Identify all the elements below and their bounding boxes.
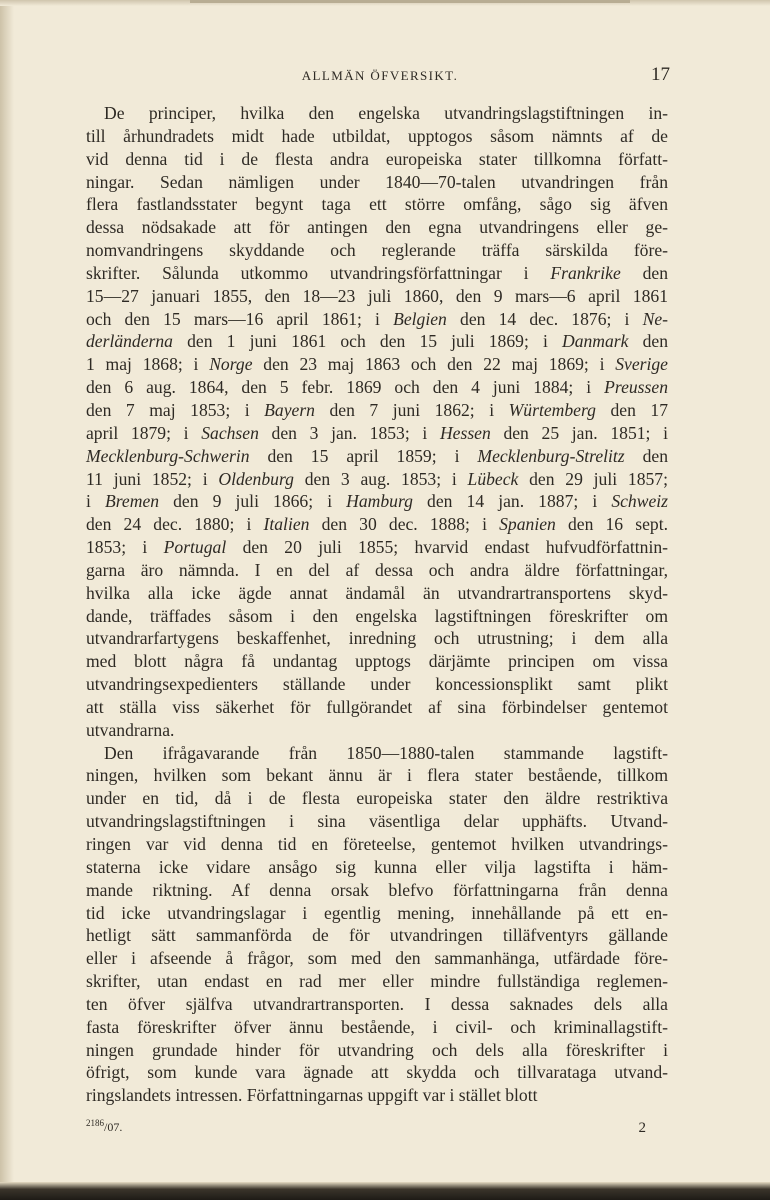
page-bottom-edge [0,1182,770,1200]
text-run: 11 juni 1852; i [86,468,219,489]
text-run: den 14 jan. 1887; i [412,491,612,512]
text-run: den 6 aug. 1864, den 5 febr. 1869 och den 4 juni 1884; i [86,377,605,398]
text-run: den [620,262,669,283]
text-line [86,856,668,879]
text-run: den 17 [595,399,668,420]
italic-place-name: Frankrike [550,262,621,283]
signature-suffix: /07. [104,1120,123,1134]
text-run: utvandrarfartygens beskaffenhet, inredning och utrustning; i dem alla [86,628,668,649]
text-run: 1853; i [86,537,164,558]
italic-place-name: Spanien [499,514,556,535]
text-run: den 25 jan. 1851; i [490,422,668,443]
text-run: den 7 juni 1862; i [314,399,509,420]
italic-place-name: Preussen [604,377,668,398]
text-line [86,559,668,582]
text-run: fasta föreskrifter öfver ännu bestående, i civil- och kriminallagstift- [86,1016,668,1037]
text-line [86,1084,668,1107]
text-line [86,879,668,902]
text-run: den [624,445,668,466]
italic-place-name: Mecklenburg-Schwerin [86,445,250,466]
italic-place-name: Sverige [615,354,668,375]
text-run: skrifter, utan endast en rad mer eller mindre fullständiga reglemen- [86,971,668,992]
text-run: ningen, hvilken som bekant ännu är i flera stater bestående, tillkom [86,765,668,786]
text-line [86,148,668,171]
text-run: under en tid, då i de flesta europeiska stater den äldre restriktiva [86,788,668,809]
text-run: ringslandets intressen. Författningarnas uppgift var i stället blott [86,1085,538,1106]
italic-place-name: Danmark [561,331,629,352]
text-run: den 20 juli 1855; hvarvid endast hufvudförfattnin- [226,537,668,558]
text-line [86,787,668,810]
text-run: den [628,331,668,352]
text-line [86,993,668,1016]
italic-place-name: Ne- [642,308,668,329]
text-run: den 3 aug. 1853; i [293,468,468,489]
top-rule [190,0,630,3]
text-line [86,353,668,376]
text-line [86,125,668,148]
text-run: hetligt sätt sammanförda de för utvandringen tilläfventyrs gällande [86,925,668,946]
text-line [86,696,668,719]
text-line [86,216,668,239]
text-line [86,285,668,308]
text-run: ningar. Sedan nämligen under 1840—70-talen utvandringen från [86,171,668,192]
italic-place-name: Sachsen [201,422,259,443]
text-line [86,171,668,194]
text-run: 15—27 januari 1855, den 18—23 juli 1860, den 9 mars—6 april 1861 [86,285,668,306]
italic-place-name: Hamburg [346,491,413,512]
italic-place-name: Lübeck [467,468,519,489]
text-run: att ställa viss säkerhet för fullgörandet af sina förbindelser gentemot [86,696,668,717]
signature-number: 2186 [86,1118,104,1128]
text-run: utvandringslagstiftningen i sina väsentliga delar upphäfts. Utvand- [86,811,668,832]
paragraph-1 [86,102,668,742]
sheet-number: 2 [638,1120,646,1136]
text-run: skrifter. Sålunda utkommo utvandringsförfattningar i [86,262,551,283]
text-run: tid icke utvandringslagar i egentlig mening, innehållande på ett en- [86,902,668,923]
text-run: De principer, hvilka den engelska utvandringslagstiftningen in- [104,103,668,123]
text-line [86,650,668,673]
text-line [86,582,668,605]
text-run: ten öfver själfva utvandrartransporten. I dessa saknades dels alla [86,993,668,1014]
text-run: i [86,491,105,512]
text-line [86,376,668,399]
text-line [86,742,668,765]
italic-place-name: Schweiz [611,491,669,512]
text-line [86,1039,668,1062]
text-line [86,673,668,696]
text-run: dessa nödsakade att för antingen den egna utvandringens eller ge- [86,217,668,238]
page-number: 17 [651,64,670,85]
italic-place-name: Italien [263,514,310,535]
text-line [86,262,668,285]
text-line [86,970,668,993]
text-line [86,810,668,833]
text-line [86,902,668,925]
text-line [86,833,668,856]
text-line [86,605,668,628]
text-run: april 1879; i [86,422,202,443]
text-run: flera fastlandsstater begynt taga ett större omfång, sågo sig äfven [86,194,668,215]
text-run: den 29 juli 1857; [518,468,668,489]
text-line [86,947,668,970]
text-run: nomvandringens skyddande och reglerande träffa särskilda före- [86,240,668,261]
paragraph-2 [86,742,668,1108]
text-run: den 1 juni 1861 och den 15 juli 1869; i [172,331,562,352]
text-line [86,468,668,491]
italic-place-name: Portugal [163,537,227,558]
text-run: utvandrarna. [86,719,175,740]
text-line [86,399,668,422]
italic-place-name: Belgien [393,308,447,329]
text-run: ringen var vid denna tid en företeelse, gentemot hvilken utvandrings- [86,834,668,854]
text-run: den 9 juli 1866; i [159,491,347,512]
italic-place-name: Oldenburg [218,468,294,489]
text-line [86,764,668,787]
text-run: 1 maj 1868; i [86,354,210,375]
running-head-title: ALLMÄN ÖFVERSIKT. [301,68,459,83]
text-line [86,1016,668,1039]
text-line [86,330,668,353]
text-line [86,193,668,216]
italic-place-name: Bayern [264,399,315,420]
text-line [86,422,668,445]
italic-place-name: Würtemberg [508,399,596,420]
text-run: utvandringsexpedienters ställande under koncessionsplikt samt plikt [86,674,668,695]
text-line [86,924,668,947]
text-line [86,536,668,559]
text-run: till århundradets midt hade utbildat, upptogos såsom nämnts af de [86,125,668,146]
text-line [86,308,668,331]
text-run: eller i afseende å frågor, som med den sammanhänga, utfärdade före- [86,948,668,969]
text-line [86,445,668,468]
running-head [90,64,670,90]
printer-signature-mark [86,1118,122,1135]
italic-place-name: Norge [209,354,253,375]
text-run: den 30 dec. 1888; i [309,514,500,535]
text-run: den 24 dec. 1880; i [86,514,264,535]
text-run: staterna icke vidare ansågo sig kunna eller vilja lagstifta i häm- [86,856,668,877]
text-run: mande riktning. Af denna orsak blefvo författningarna från denna [86,879,668,900]
text-run: dande, träffades såsom i den engelska lagstiftningen föreskrifter om [86,605,668,626]
italic-place-name: Hessen [439,422,491,443]
text-run: den 3 jan. 1853; i [258,422,440,443]
text-run: med blott några få undantag upptogs därjämte principen om vissa [86,651,668,672]
page-footer [86,1118,646,1138]
italic-place-name: derländerna [86,331,173,352]
text-line [86,102,668,125]
text-line [86,513,668,536]
text-line [86,719,668,742]
text-run: och den 15 mars—16 april 1861; i [86,308,394,329]
italic-place-name: Mecklenburg-Strelitz [477,445,625,466]
text-line [86,490,668,513]
text-run: den 7 maj 1853; i [86,399,265,420]
text-line [86,627,668,650]
text-run: den 14 dec. 1876; i [446,308,643,329]
italic-place-name: Bremen [104,491,160,512]
text-line [86,1061,668,1084]
text-run: den 23 maj 1863 och den 22 maj 1869; i [252,354,616,375]
text-run: hvilka alla icke ägde annat ändamål än utvandrartransportens skyd- [86,582,668,603]
text-run: ningen grundade hinder för utvandring och dels alla föreskrifter i [86,1039,668,1060]
text-run: den 15 april 1859; i [249,445,478,466]
text-run: Den ifrågavarande från 1850—1880-talen stammande lagstift- [104,742,668,763]
page-binding-shadow [0,0,14,1200]
text-run: öfrigt, som kunde vara ägnade att skydda och tillvarataga utvand- [86,1062,668,1083]
text-line [86,239,668,262]
text-run: den 16 sept. [555,514,668,535]
text-run: garna äro nämnda. I en del af dessa och andra äldre författningar, [86,559,668,580]
body-text [86,102,668,1107]
text-run: vid denna tid i de flesta andra europeiska stater tillkomna författ- [86,148,668,169]
